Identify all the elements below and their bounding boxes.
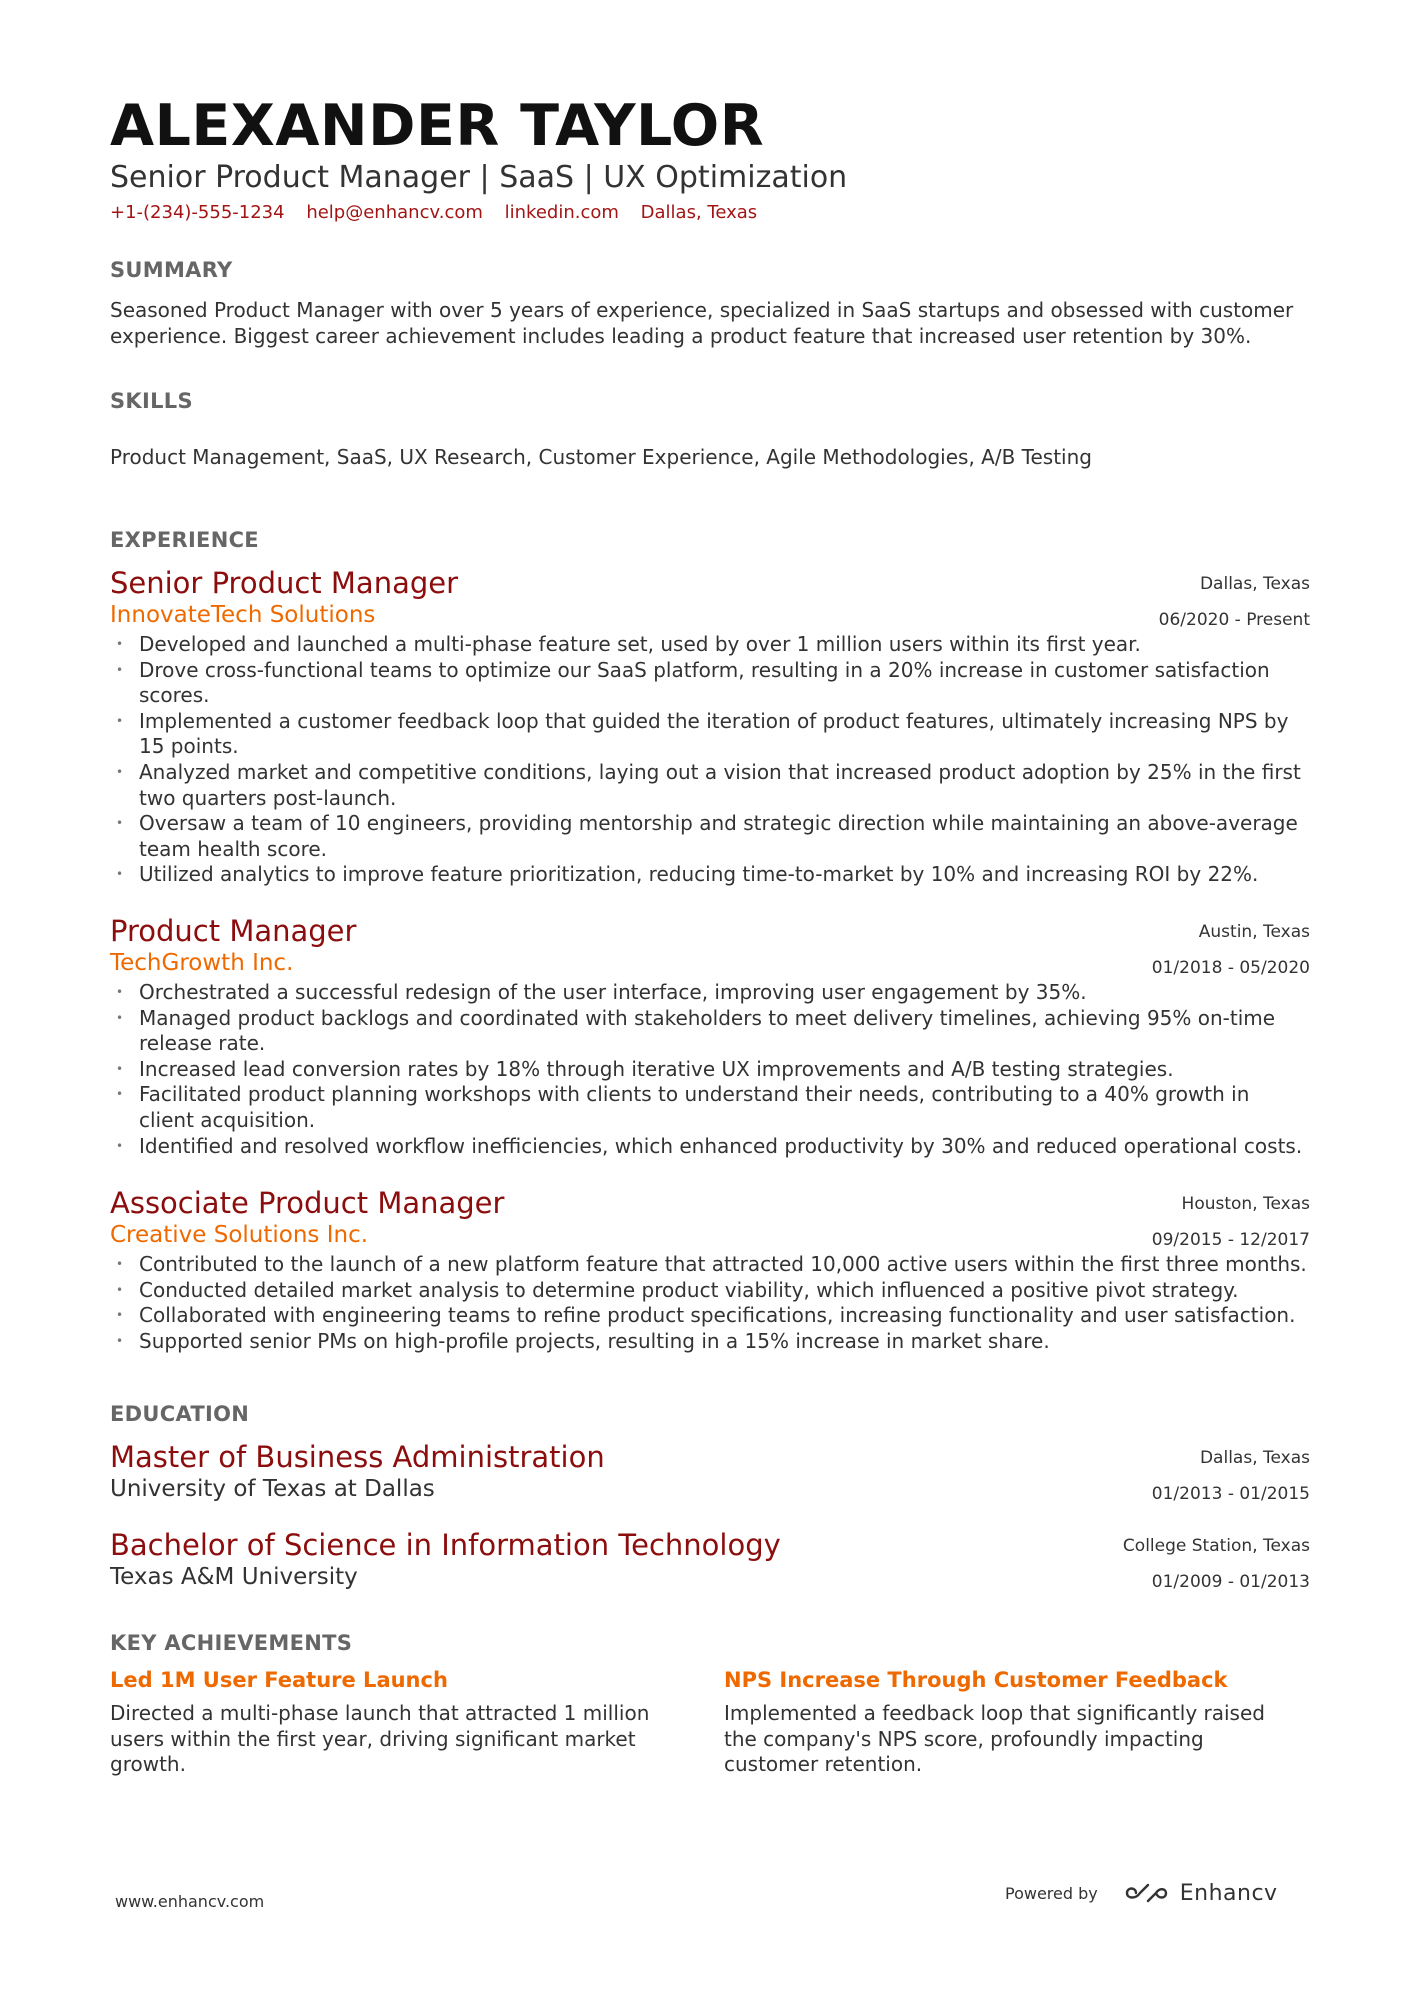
- achievement-card: [724, 1666, 1304, 1778]
- bullet-item: • Facilitated product planning workshops with clients to understand their needs, contributing to a 40% growth in client acquisition.: [110, 1082, 1310, 1133]
- education-entry: [110, 1528, 1310, 1592]
- job-company: InnovateTech Solutions: [110, 602, 376, 628]
- enhancv-logo[interactable]: [1122, 1880, 1278, 1906]
- candidate-title: Senior Product Manager | SaaS | UX Optimization: [110, 160, 848, 195]
- job-entry: [110, 914, 1310, 1159]
- bullet-item: • Oversaw a team of 10 engineers, providing mentorship and strategic direction while maintaining an above-average team health score.: [110, 811, 1310, 862]
- bullet-item: • Developed and launched a multi-phase feature set, used by over 1 million users within its first year.: [110, 632, 1310, 658]
- experience-heading: EXPERIENCE: [110, 528, 259, 552]
- achievement-title: Led 1M User Feature Launch: [110, 1668, 448, 1692]
- degree-title: Master of Business Administration: [110, 1440, 605, 1474]
- education-dates: 01/2009 - 01/2013: [1151, 1572, 1310, 1592]
- bullet-item: • Supported senior PMs on high-profile projects, resulting in a 15% increase in market share.: [110, 1329, 1310, 1355]
- candidate-name: ALEXANDER TAYLOR: [110, 93, 765, 159]
- contact-info: [110, 202, 773, 223]
- skills-text: Product Management, SaaS, UX Research, Customer Experience, Agile Methodologies, A/B Testing: [110, 445, 1092, 469]
- location-text: Dallas, Texas: [640, 202, 758, 223]
- job-company: TechGrowth Inc.: [110, 950, 294, 976]
- degree-title: Bachelor of Science in Information Technology: [110, 1528, 781, 1562]
- achievement-card: [110, 1666, 690, 1778]
- bullet-item: • Increased lead conversion rates by 18% through iterative UX improvements and A/B testing strategies.: [110, 1057, 1310, 1083]
- education-location: College Station, Texas: [1122, 1536, 1310, 1556]
- job-entry: [110, 566, 1310, 888]
- job-company: Creative Solutions Inc.: [110, 1222, 369, 1248]
- education-heading: EDUCATION: [110, 1402, 250, 1426]
- brand-name: Enhancv: [1179, 1880, 1278, 1906]
- bullet-item: • Orchestrated a successful redesign of the user interface, improving user engagement by 35%.: [110, 980, 1310, 1006]
- school-name: University of Texas at Dallas: [110, 1476, 435, 1502]
- job-dates: 09/2015 - 12/2017: [1151, 1230, 1310, 1250]
- summary-text: Seasoned Product Manager with over 5 years of experience, specialized in SaaS startups and obsessed with customer experience. Biggest career achievement includes leading a product feature that increased user retention by 30%.: [110, 298, 1294, 348]
- job-title: Product Manager: [110, 914, 357, 948]
- achievement-description: Directed a multi-phase launch that attracted 1 million users within the first year, driving significant market growth.: [110, 1701, 650, 1777]
- bullet-item: • Managed product backlogs and coordinated with stakeholders to meet delivery timelines, achieving 95% on-time release rate.: [110, 1006, 1310, 1057]
- job-bullets: [110, 632, 1310, 888]
- school-name: Texas A&M University: [110, 1564, 358, 1590]
- job-title: Associate Product Manager: [110, 1186, 505, 1220]
- achievement-description: Implemented a feedback loop that significantly raised the company's NPS score, profoundly impacting customer retention.: [724, 1701, 1265, 1777]
- achievements-heading: KEY ACHIEVEMENTS: [110, 1631, 353, 1655]
- job-bullets: [110, 980, 1310, 1159]
- job-location: Dallas, Texas: [1199, 574, 1310, 594]
- summary-heading: SUMMARY: [110, 258, 233, 282]
- bullet-item: • Implemented a customer feedback loop that guided the iteration of product features, ultimately increasing NPS by 15 points.: [110, 709, 1310, 760]
- footer-branding: [1005, 1880, 1278, 1906]
- powered-by-label: Powered by: [1005, 1883, 1098, 1903]
- bullet-item: • Analyzed market and competitive conditions, laying out a vision that increased product adoption by 25% in the first two quarters post-launch.: [110, 760, 1310, 811]
- education-entry: [110, 1440, 1310, 1504]
- skills-heading: SKILLS: [110, 389, 193, 413]
- bullet-item: • Contributed to the launch of a new platform feature that attracted 10,000 active users within the first three months.: [110, 1252, 1310, 1278]
- email-link[interactable]: help@enhancv.com: [306, 202, 483, 223]
- enhancv-logo-icon: [1122, 1880, 1170, 1906]
- bullet-item: • Identified and resolved workflow inefficiencies, which enhanced productivity by 30% and reduced operational costs.: [110, 1134, 1310, 1160]
- footer-website-link[interactable]: www.enhancv.com: [115, 1892, 265, 1911]
- phone-link[interactable]: +1-(234)-555-1234: [110, 202, 285, 223]
- job-location: Austin, Texas: [1198, 922, 1310, 942]
- job-dates: 06/2020 - Present: [1158, 610, 1310, 630]
- job-entry: [110, 1186, 1310, 1354]
- education-dates: 01/2013 - 01/2015: [1151, 1484, 1310, 1504]
- linkedin-link[interactable]: linkedin.com: [504, 202, 619, 223]
- achievement-title: NPS Increase Through Customer Feedback: [724, 1668, 1228, 1692]
- bullet-item: • Drove cross-functional teams to optimize our SaaS platform, resulting in a 20% increase in customer satisfaction scores.: [110, 658, 1310, 709]
- bullet-item: • Utilized analytics to improve feature prioritization, reducing time-to-market by 10% and increasing ROI by 22%.: [110, 862, 1310, 888]
- bullet-item: • Collaborated with engineering teams to refine product specifications, increasing functionality and user satisfaction.: [110, 1303, 1310, 1329]
- bullet-item: • Conducted detailed market analysis to determine product viability, which influenced a positive pivot strategy.: [110, 1278, 1310, 1304]
- job-dates: 01/2018 - 05/2020: [1151, 958, 1310, 978]
- job-bullets: [110, 1252, 1310, 1354]
- job-location: Houston, Texas: [1181, 1194, 1310, 1214]
- job-title: Senior Product Manager: [110, 566, 459, 600]
- education-location: Dallas, Texas: [1199, 1448, 1310, 1468]
